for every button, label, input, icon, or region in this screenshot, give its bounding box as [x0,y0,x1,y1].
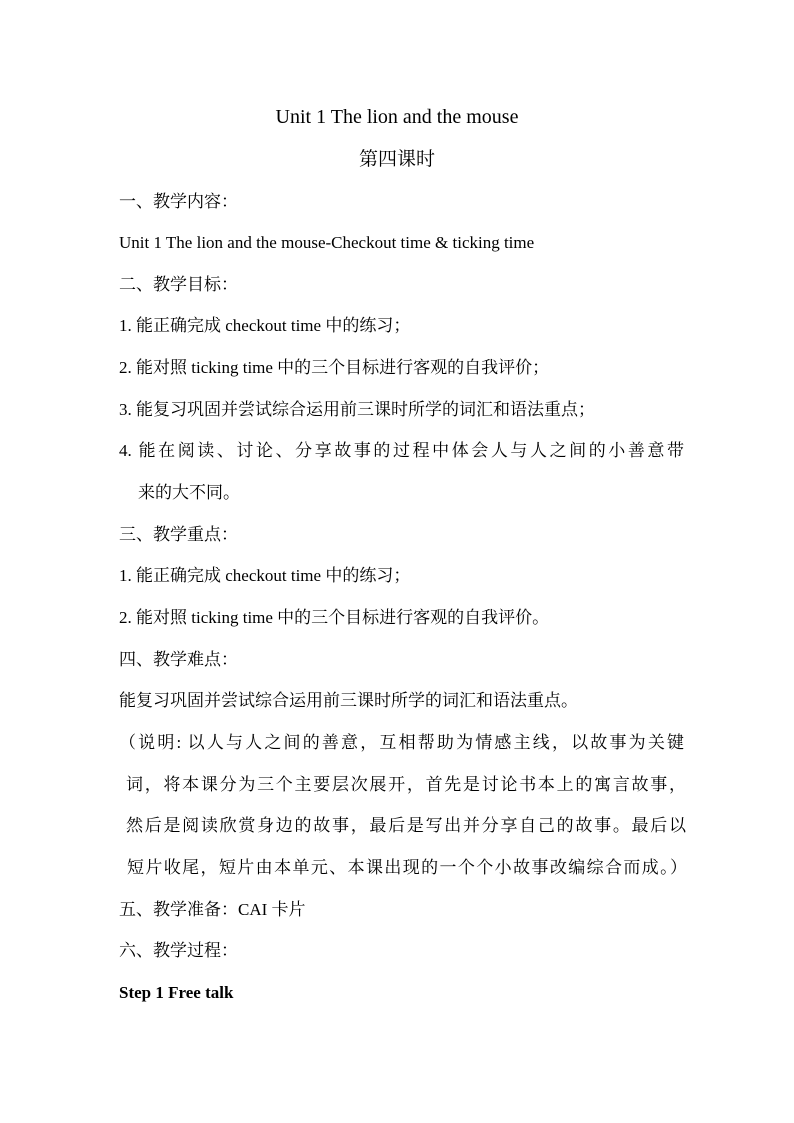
section-heading-difficulties: 四、教学难点： [119,650,238,669]
section-content-text: Unit 1 The lion and the mouse-Checkout time & ticking time [119,233,535,252]
section-heading-objectives: 二、教学目标： [119,275,238,294]
document-subtitle: 第四课时 [358,149,435,170]
note-line: 然后是阅读欣赏身边的故事，最后是写出并分享自己的故事。最后以 [126,816,686,835]
note-line: 短片收尾，短片由本单元、本课出现的一个个小故事改编综合而成。） [127,858,687,877]
objective-item: 2. 能对照 ticking time 中的三个目标进行客观的自我评价； [119,358,550,377]
objective-item: 1. 能正确完成 checkout time 中的练习； [119,316,411,335]
key-point-item: 1. 能正确完成 checkout time 中的练习； [119,566,411,585]
objective-item-continuation: 来的大不同。 [138,483,240,502]
key-point-item: 2. 能对照 ticking time 中的三个目标进行客观的自我评价。 [119,608,550,627]
note-line: 词，将本课分为三个主要层次展开，首先是讨论书本上的寓言故事， [126,775,686,794]
section-heading-content: 一、教学内容： [119,192,238,211]
objective-item: 4. 能在阅读、讨论、分享故事的过程中体会人与人之间的小善意带 [119,441,684,460]
document-title: Unit 1 The lion and the mouse [275,106,519,128]
objective-item: 3. 能复习巩固并尝试综合运用前三课时所学的词汇和语法重点； [119,400,595,419]
note-line: （说明: 以人与人之间的善意，互相帮助为情感主线，以故事为关键 [119,733,684,752]
section-heading-process: 六、教学过程： [119,941,238,960]
step-heading: Step 1 Free talk [119,983,234,1002]
section-heading-key-points: 三、教学重点： [119,525,238,544]
section-heading-preparation: 五、教学准备：CAI 卡片 [119,900,306,919]
difficulty-text: 能复习巩固并尝试综合运用前三课时所学的词汇和语法重点。 [119,691,578,710]
